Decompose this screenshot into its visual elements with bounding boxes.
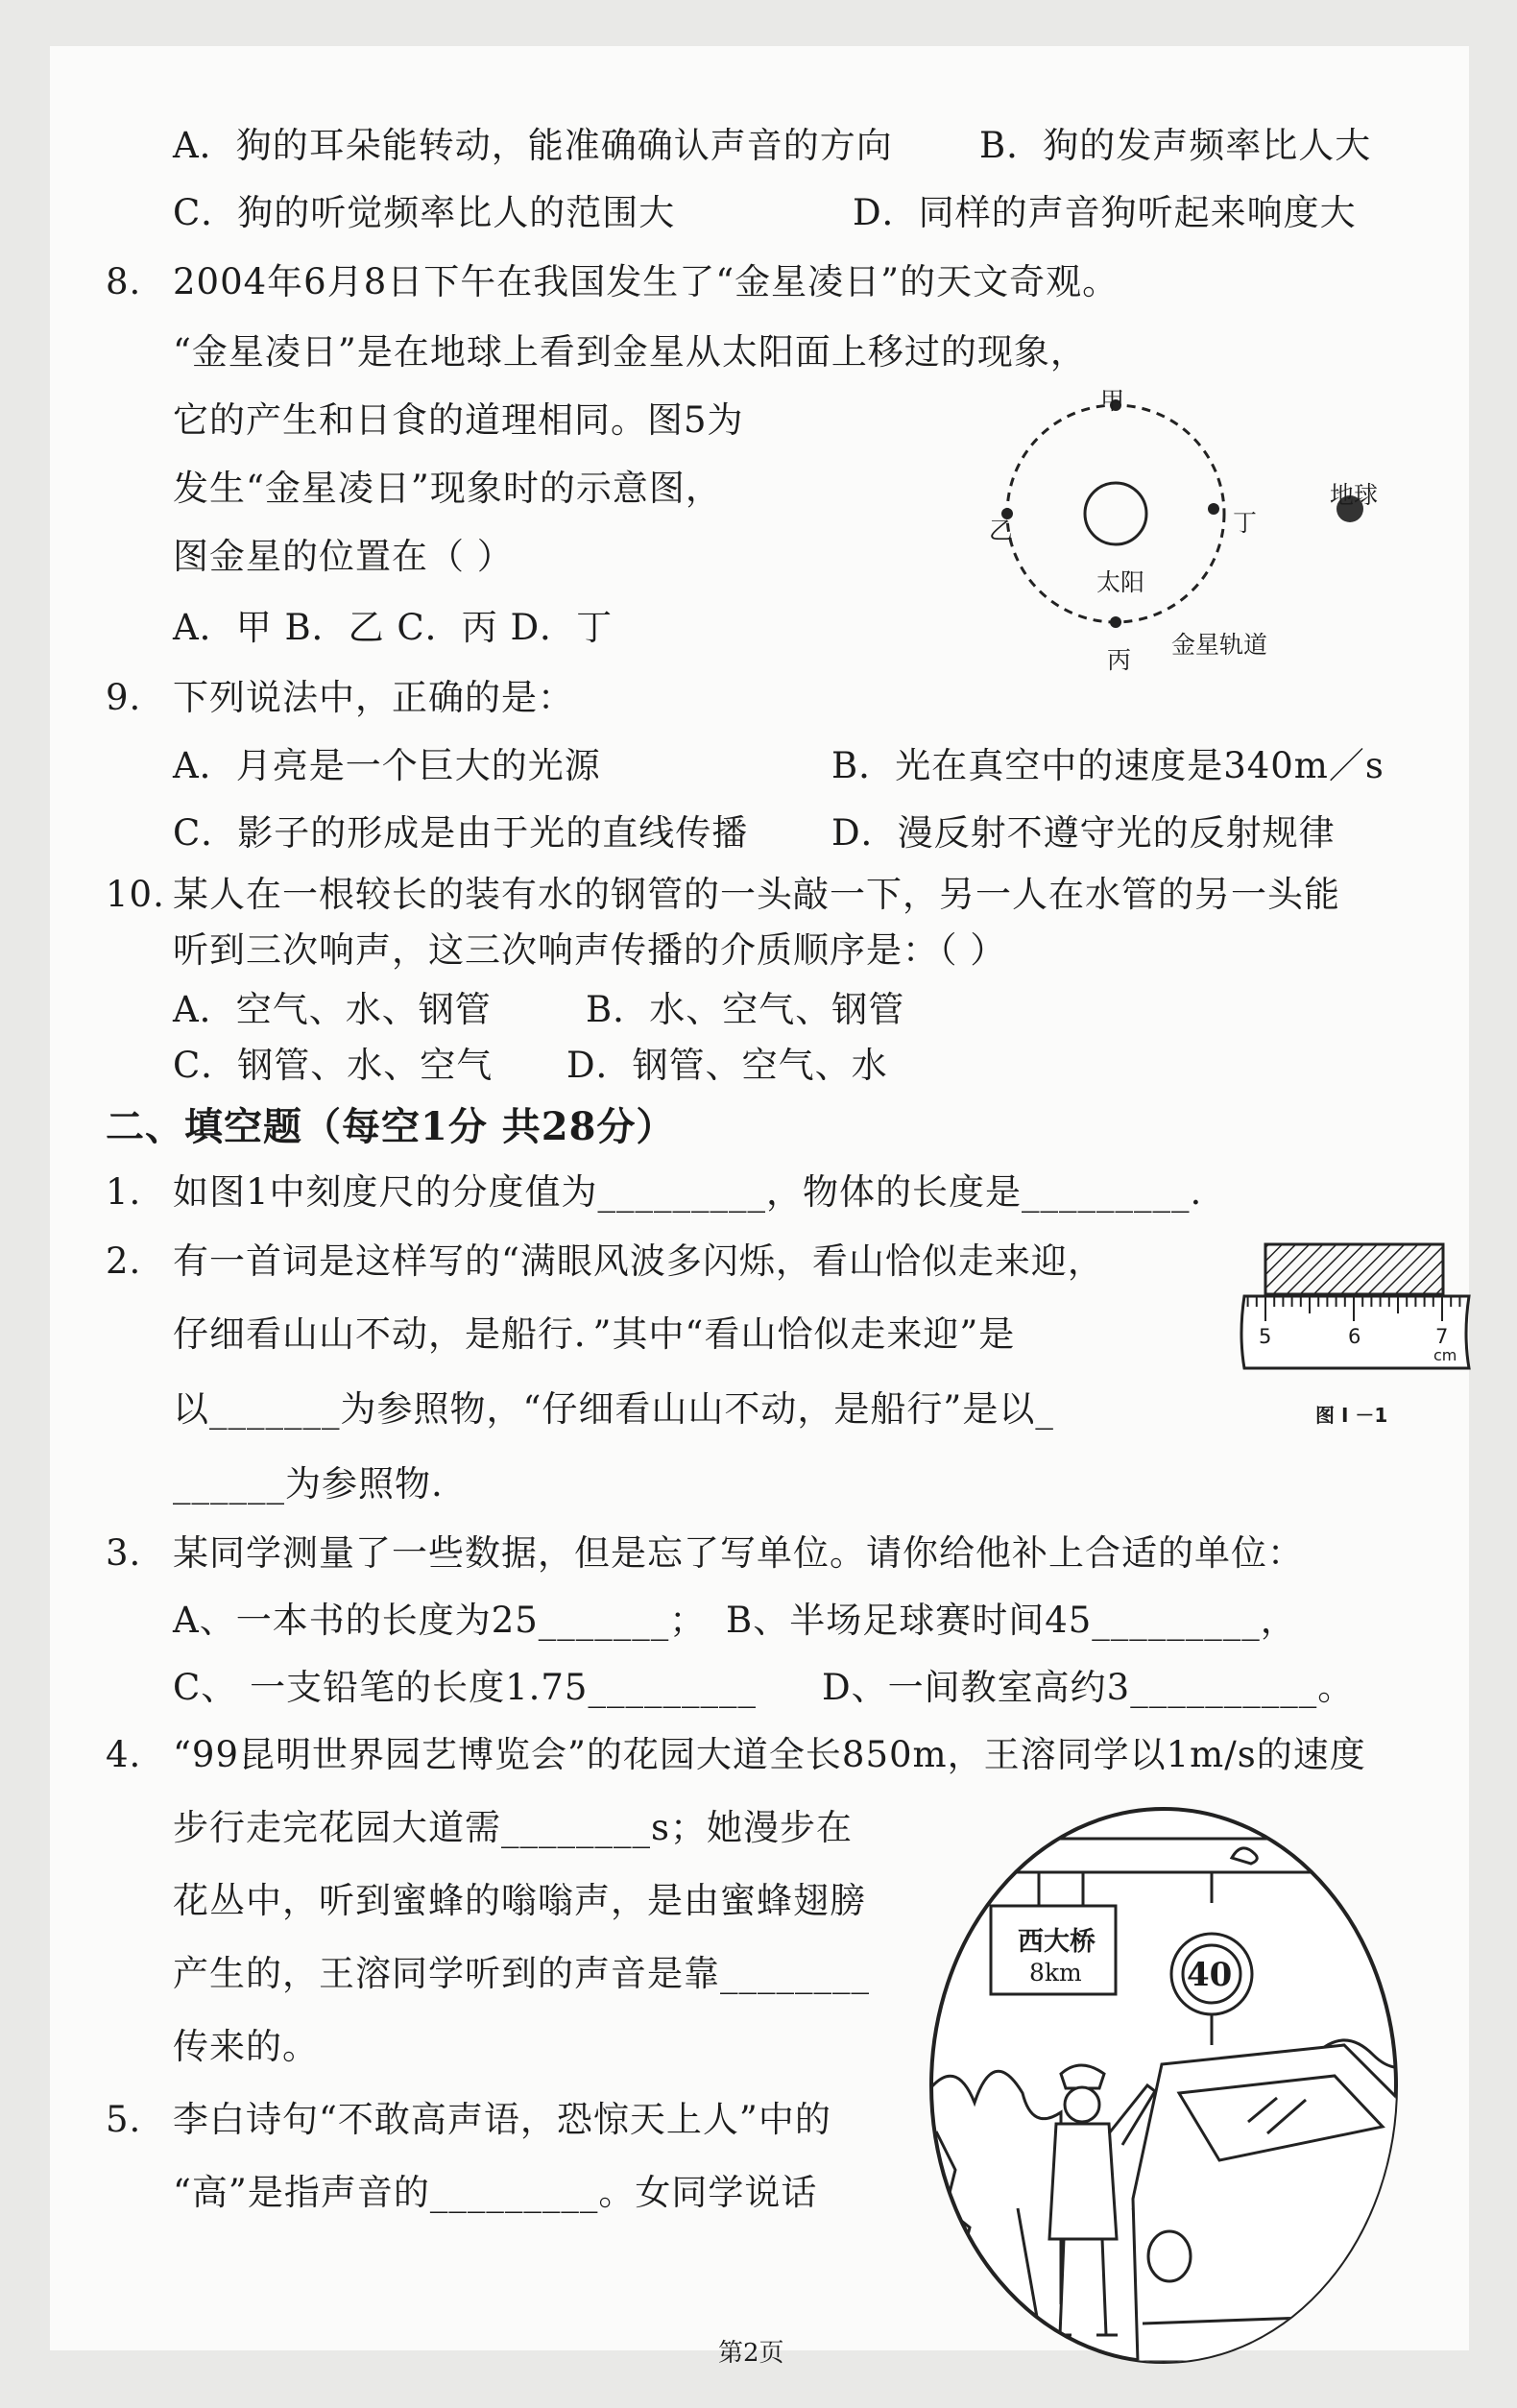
q8-text-1: 2004年6月8日下午在我国发生了“金星凌日”的天文奇观。 <box>173 261 1120 302</box>
fill-q5-text-2: “高”是指声音的_________。女同学说话 <box>173 2172 818 2213</box>
q9-text: 下列说法中，正确的是： <box>173 677 574 718</box>
fill-q2-text-4: ______为参照物. <box>173 1463 444 1505</box>
q7-option-d: D．同样的声音狗听起来响度大 <box>853 192 1357 233</box>
fill-q3-a: A、一本书的长度为25_______； <box>173 1600 707 1641</box>
q7-option-a: A．狗的耳朵能转动，能准确确认声音的方向 <box>173 125 893 166</box>
q7-option-c: C．狗的听觉频率比人的范围大 <box>173 192 676 233</box>
label-jia: 甲 <box>1100 387 1125 415</box>
label-sun: 太阳 <box>1096 568 1145 596</box>
fill-q4-text-2: 步行走完花园大道需________s；她漫步在 <box>173 1807 853 1848</box>
q9-option-d: D．漫反射不遵守光的反射规律 <box>831 812 1336 854</box>
q9-number: 9. <box>106 677 142 718</box>
q9-option-c: C．影子的形成是由于光的直线传播 <box>173 812 749 854</box>
fill-q3-text: 某同学测量了一些数据，但是忘了写单位。请你给他补上合适的单位： <box>173 1532 1304 1574</box>
fill-q1-number: 1. <box>106 1171 142 1213</box>
section-2-heading: 二、填空题（每空1分 共28分） <box>106 1104 676 1149</box>
fill-q3-c: C、 一支铅笔的长度1.75_________ <box>173 1667 757 1708</box>
q8-text-2: “金星凌日”是在地球上看到金星从太阳面上移过的现象， <box>173 331 1087 373</box>
q10-option-d: D．钢管、空气、水 <box>566 1045 888 1086</box>
page-footer: 第2页 <box>718 2339 784 2368</box>
fill-q4-text-3: 花丛中，听到蜜蜂的嗡嗡声，是由蜜蜂翅膀 <box>173 1880 866 1921</box>
q9-option-b: B．光在真空中的速度是340m／s <box>831 745 1385 786</box>
q7-option-b: B．狗的发声频率比人大 <box>979 125 1372 166</box>
fill-q2-text-3: 以_______为参照物，“仔细看山山不动，是船行”是以_ <box>173 1388 1054 1430</box>
fill-q5-number: 5. <box>106 2099 142 2140</box>
q8-text-3: 它的产生和日食的道理相同。图5为 <box>173 399 744 441</box>
q8-text-5: 图金星的位置在（ ） <box>173 536 514 577</box>
fill-q4-text-5: 传来的。 <box>173 2026 319 2067</box>
ruler-tick-6: 6 <box>1348 1325 1361 1348</box>
q10-text-1: 某人在一根较长的装有水的钢管的一头敲一下，另一人在水管的另一头能 <box>173 874 1340 915</box>
q10-option-a: A．空气、水、钢管 <box>173 989 492 1030</box>
fill-q5-text-1: 李白诗句“不敢高声语，恐惊天上人”中的 <box>173 2099 831 2140</box>
fill-q3-b: B、半场足球赛时间45_________， <box>726 1600 1297 1641</box>
fill-q3-d: D、一间教室高约3__________。 <box>822 1667 1355 1708</box>
label-venus-orbit: 金星轨道 <box>1171 631 1268 659</box>
q10-option-b: B．水、空气、钢管 <box>586 989 905 1030</box>
sign-place-name: 西大桥 <box>1018 1927 1096 1957</box>
fill-q2-text-2: 仔细看山山不动，是船行．”其中“看山恰似走来迎”是 <box>173 1313 1016 1355</box>
ruler-tick-7: 7 <box>1435 1325 1449 1348</box>
q8-number: 8. <box>106 261 142 302</box>
ruler-tick-5: 5 <box>1259 1325 1272 1348</box>
label-ding: 丁 <box>1233 509 1258 537</box>
label-earth: 地球 <box>1330 481 1379 509</box>
q9-option-a: A．月亮是一个巨大的光源 <box>173 745 601 786</box>
car <box>1133 2045 1411 2362</box>
fill-q4-text-4: 产生的，王溶同学听到的声音是靠________ <box>173 1953 870 1994</box>
label-bing: 丙 <box>1107 646 1132 674</box>
q10-text-2: 听到三次响声，这三次响声传播的介质顺序是：（ ） <box>173 929 1007 971</box>
figure-1-caption: 图 I －1 <box>1315 1404 1388 1427</box>
fill-q1-text: 如图1中刻度尺的分度值为_________，物体的长度是_________. <box>173 1171 1203 1213</box>
fill-q4-number: 4. <box>106 1734 142 1775</box>
label-yi: 乙 <box>989 517 1014 544</box>
sign-distance: 8km <box>1029 1959 1082 1987</box>
speed-limit-value: 40 <box>1187 1956 1233 1994</box>
q8-text-4: 发生“金星凌日”现象时的示意图， <box>173 468 722 509</box>
q10-option-c: C．钢管、水、空气 <box>173 1045 494 1086</box>
fill-q4-text-1: “99昆明世界园艺博览会”的花园大道全长850m，王溶同学以1m/s的速度 <box>173 1734 1366 1775</box>
q8-options: A．甲 B．乙 C．丙 D．丁 <box>173 607 614 648</box>
q10-number: 10. <box>106 874 165 915</box>
fill-q3-number: 3. <box>106 1532 142 1574</box>
fill-q2-number: 2. <box>106 1240 142 1282</box>
fill-q2-text-1: 有一首词是这样写的“满眼风波多闪烁，看山恰似走来迎， <box>173 1240 1104 1282</box>
ruler-unit: cm <box>1433 1346 1457 1364</box>
